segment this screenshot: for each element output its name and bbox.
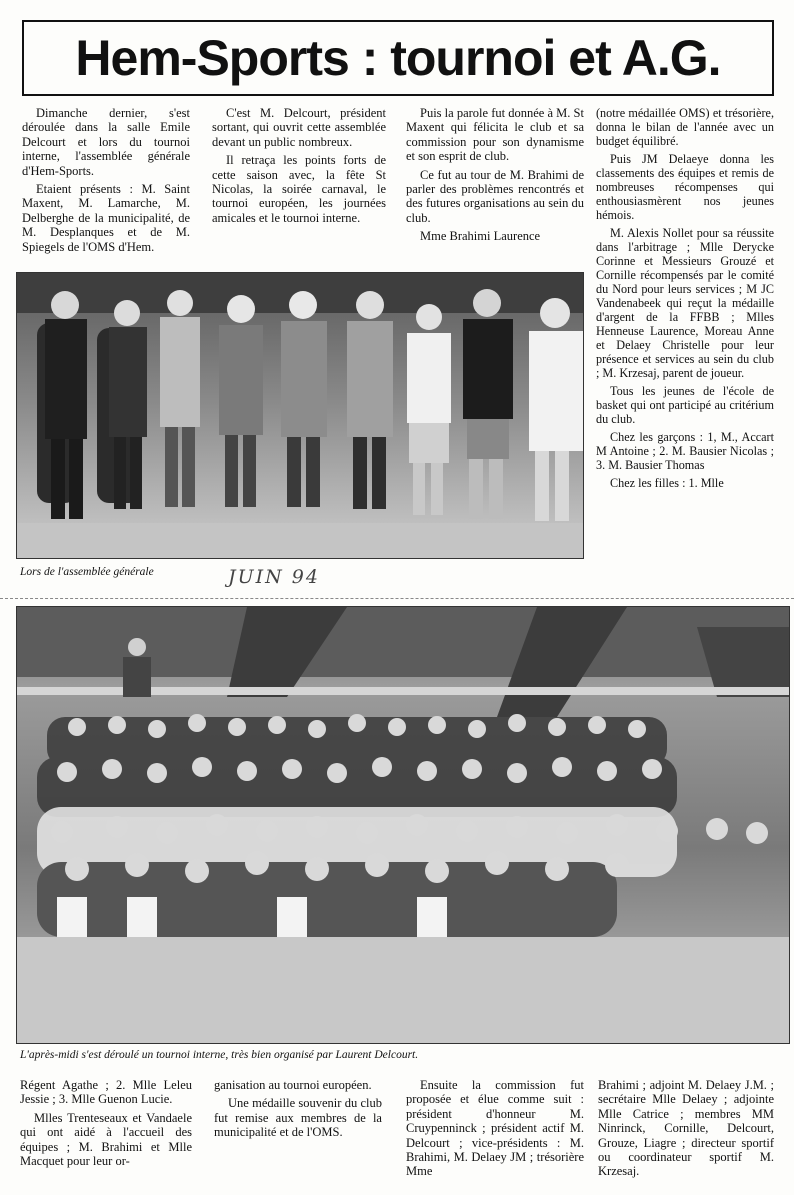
headline: Hem-Sports : tournoi et A.G. xyxy=(75,30,721,86)
article-column-8 xyxy=(598,1078,774,1183)
paragraph: Régent Agathe ; 2. Mlle Leleu Jessie ; 3. Mlle Guenon Lucie. xyxy=(20,1078,192,1107)
paragraph: Ensuite la commission fut proposée et élue comme suit : président d'honneur M. Cruypenninck ; président actif M. Delcourt ; vice-présidents : M. Brahimi, M. Delaey JM ; trésorière Mme xyxy=(406,1078,584,1179)
paragraph: Il retraça les points forts de cette saison avec, la fête St Nicolas, la soirée carnaval, le tournoi européen, les journées amicales et le tournoi interne. xyxy=(212,153,386,225)
paragraph: Chez les filles : 1. Mlle xyxy=(610,476,724,490)
article-column-6 xyxy=(214,1078,382,1144)
paragraph: Ce fut au tour de M. Brahimi de parler des problèmes rencontrés et des futures organisations au sein du club. xyxy=(406,167,584,225)
headline-box xyxy=(22,20,774,96)
handwritten-date: JUIN 94 xyxy=(228,566,320,588)
paragraph: (notre médaillée OMS) et trésorière, donna le bilan de l'année avec un budget équilibré. xyxy=(596,106,774,148)
article-column-5 xyxy=(20,1078,192,1172)
assembly-photo xyxy=(16,272,584,559)
article-column-2 xyxy=(212,106,386,229)
assembly-photo-illustration xyxy=(17,273,584,559)
article-column-7 xyxy=(406,1078,584,1183)
paragraph: ganisation au tournoi européen. xyxy=(214,1078,372,1092)
article-column-1 xyxy=(22,106,190,258)
paragraph: Tous les jeunes de l'école de basket qui ont participé au critérium du club. xyxy=(596,384,774,426)
paragraph: Mlles Trenteseaux et Vandaele qui ont aidé à l'accueil des équipes ; M. Brahimi et Mlle Macquet pour leur or- xyxy=(20,1110,192,1169)
paragraph: C'est M. Delcourt, président sortant, qui ouvrit cette assemblée devant un public nombreux. xyxy=(212,106,386,149)
paragraph: Brahimi ; adjoint M. Delaey J.M. ; secrétaire Mlle Delaey ; adjointe Mlle Catrice ; membres MM Ninrinck, Cornille, Delcourt, Grouze, Liagre ; directeur sportif ou coordinateur sportif M. Krzesaj. xyxy=(598,1078,774,1179)
article-column-4 xyxy=(596,106,774,494)
article-column-3 xyxy=(406,106,584,248)
paragraph: Puis JM Delaeye donna les classements des équipes et remis de nombreuses récompenses qui enthousiasmèrent nos jeunes hémois. xyxy=(596,152,774,222)
tournament-photo xyxy=(16,606,790,1044)
photo-caption-bottom: L'après-midi s'est déroulé un tournoi interne, très bien organisé par Laurent Delcourt. xyxy=(20,1049,419,1061)
paragraph: Une médaille souvenir du club fut remise aux membres de la municipalité et de l'OMS. xyxy=(214,1096,382,1140)
paragraph: Dimanche dernier, s'est déroulée dans la salle Emile Delcourt et lors du tournoi interne, l'assemblée générale d'Hem-Sports. xyxy=(22,106,190,178)
paragraph: M. Alexis Nollet pour sa réussite dans l'arbitrage ; Mlle Derycke Corinne et Messieurs Grouzé et Cornille récompensés par le comité du Nord pour leurs services ; M JC Vandenabeek qui reçut la médaille d'argent de la FFBB ; Mlles Henneuse Laurence, Moreau Anne et Delaey Christelle pour leur présence et services au sein du club ; M. Krzesaj, parent de joueur. xyxy=(596,226,774,380)
photo-caption-top: Lors de l'assemblée générale xyxy=(20,566,154,578)
clipping-divider xyxy=(0,598,794,599)
paragraph: Mme Brahimi Laurence xyxy=(420,229,541,244)
paragraph: Puis la parole fut donnée à M. St Maxent qui félicita le club et sa commission pour son dynamisme et son esprit de club. xyxy=(406,106,584,164)
paragraph: Chez les garçons : 1, M., Accart M Antoine ; 2. M. Bausier Nicolas ; 3. M. Bausier Thomas xyxy=(596,430,774,472)
tournament-photo-illustration xyxy=(17,607,790,1044)
paragraph: Etaient présents : M. Saint Maxent, M. Lamarche, M. Delberghe de la municipalité, de M. Desplanques et de M. Spiegels de l'OMS d'Hem. xyxy=(22,182,190,254)
